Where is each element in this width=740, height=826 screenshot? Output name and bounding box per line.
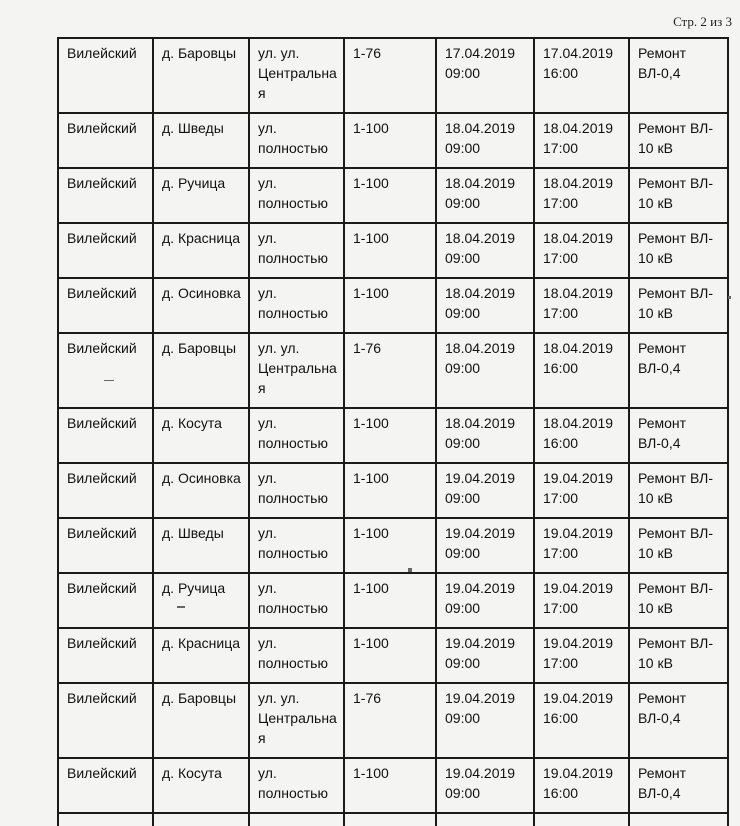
houses-cell: 1-76	[344, 333, 436, 408]
work-cell	[629, 168, 728, 223]
street-line: полностью	[258, 195, 328, 211]
work-line: ВЛ-0,4	[638, 65, 681, 81]
end-line: 19.04.2019	[543, 580, 614, 596]
start-line: 17.04.2019	[445, 45, 516, 61]
work-line: Ремонт ВЛ-	[638, 525, 713, 541]
houses-cell: 1-100	[344, 463, 436, 518]
end-line: 17:00	[543, 140, 579, 156]
start-cell	[436, 223, 534, 278]
work-line: Ремонт ВЛ-	[638, 285, 713, 301]
street-cell	[249, 628, 344, 683]
end-cell	[534, 628, 629, 683]
end-line: 17:00	[543, 195, 579, 211]
table-row	[58, 223, 728, 278]
street-line: полностью	[258, 545, 328, 561]
page-number: Стр. 2 из 3	[673, 14, 732, 29]
start-cell	[436, 38, 534, 113]
work-cell	[629, 113, 728, 168]
scan-speck	[408, 568, 412, 572]
street-line: ул.	[258, 285, 277, 301]
street-line: ул.	[258, 230, 277, 246]
street-line: ул. ул.	[258, 690, 300, 706]
village-cell: д. Баровцы	[153, 333, 249, 408]
village-cell: д. Красница	[153, 628, 249, 683]
work-cell	[629, 518, 728, 573]
work-line: 10 кВ	[638, 140, 673, 156]
street-line: ул. ул.	[258, 45, 300, 61]
street-line: полностью	[258, 655, 328, 671]
village-cell: д. Баровцы	[153, 683, 249, 758]
work-cell	[629, 463, 728, 518]
houses-cell: 1-100	[344, 113, 436, 168]
end-cell	[534, 113, 629, 168]
street-line: полностью	[258, 305, 328, 321]
table-body	[58, 38, 728, 826]
village-cell: д. Осиновка	[153, 463, 249, 518]
district-cell: Вилейский	[58, 223, 153, 278]
work-cell	[629, 223, 728, 278]
start-cell	[436, 758, 534, 813]
end-cell	[534, 463, 629, 518]
table-row	[58, 518, 728, 573]
end-cell	[534, 518, 629, 573]
street-cell	[249, 518, 344, 573]
start-line: 18.04.2019	[445, 285, 516, 301]
end-line: 18.04.2019	[543, 285, 614, 301]
village-cell: д. Ручица	[153, 168, 249, 223]
work-line: 10 кВ	[638, 490, 673, 506]
houses-cell: 1-100	[344, 573, 436, 628]
district-cell: Вилейский	[58, 408, 153, 463]
work-line: ВЛ-0,4	[638, 785, 681, 801]
work-line: Ремонт	[638, 45, 687, 61]
village-cell: д. Косута	[153, 408, 249, 463]
street-line: я	[258, 730, 266, 746]
start-line: 18.04.2019	[445, 120, 516, 136]
work-line: Ремонт ВЛ-	[638, 470, 713, 486]
table-row	[58, 628, 728, 683]
end-line: 19.04.2019	[543, 525, 614, 541]
start-line: 19.04.2019	[445, 765, 516, 781]
street-line: полностью	[258, 435, 328, 451]
houses-cell: 1-100	[344, 168, 436, 223]
start-cell	[436, 113, 534, 168]
street-cell	[249, 223, 344, 278]
street-cell	[249, 168, 344, 223]
street-line: полностью	[258, 140, 328, 156]
street-line: ул.	[258, 120, 277, 136]
start-line: 19.04.2019	[445, 525, 516, 541]
end-line: 16:00	[543, 785, 579, 801]
start-line: 18.04.2019	[445, 175, 516, 191]
work-line: Ремонт ВЛ-	[638, 230, 713, 246]
end-line: 19.04.2019	[543, 635, 614, 651]
district-cell: Вилейский	[58, 278, 153, 333]
street-line: ул.	[258, 765, 277, 781]
table-row	[58, 573, 728, 628]
houses-cell: 1-76	[344, 38, 436, 113]
start-line: 09:00	[445, 250, 481, 266]
street-line: полностью	[258, 250, 328, 266]
start-cell	[436, 573, 534, 628]
work-line: Ремонт	[638, 690, 687, 706]
start-cell	[436, 168, 534, 223]
start-line: 09:00	[445, 435, 481, 451]
empty-cell	[534, 813, 629, 826]
street-cell	[249, 463, 344, 518]
work-line: ВЛ-0,4	[638, 710, 681, 726]
table-row	[58, 278, 728, 333]
district-cell: Вилейский	[58, 38, 153, 113]
village-cell: д. Косута	[153, 758, 249, 813]
end-cell	[534, 278, 629, 333]
street-line: ул.	[258, 415, 277, 431]
start-cell	[436, 408, 534, 463]
street-line: ул. ул.	[258, 340, 300, 356]
work-line: 10 кВ	[638, 655, 673, 671]
end-line: 18.04.2019	[543, 415, 614, 431]
work-line: Ремонт ВЛ-	[638, 175, 713, 191]
street-line: Центральна	[258, 360, 337, 376]
work-line: 10 кВ	[638, 250, 673, 266]
empty-cell	[629, 813, 728, 826]
start-line: 09:00	[445, 600, 481, 616]
table-row	[58, 333, 728, 408]
table-row	[58, 113, 728, 168]
start-line: 18.04.2019	[445, 415, 516, 431]
end-line: 16:00	[543, 65, 579, 81]
work-line: 10 кВ	[638, 545, 673, 561]
street-cell	[249, 408, 344, 463]
street-line: я	[258, 85, 266, 101]
end-line: 18.04.2019	[543, 230, 614, 246]
district-cell: Вилейский	[58, 683, 153, 758]
street-line: Центральна	[258, 710, 337, 726]
end-line: 17:00	[543, 250, 579, 266]
houses-cell: 1-76	[344, 683, 436, 758]
street-line: я	[258, 380, 266, 396]
street-cell	[249, 38, 344, 113]
start-cell	[436, 278, 534, 333]
start-line: 09:00	[445, 360, 481, 376]
scan-speck	[177, 606, 185, 608]
village-cell: д. Ручица	[153, 573, 249, 628]
houses-cell: 1-100	[344, 758, 436, 813]
end-line: 17:00	[543, 545, 579, 561]
start-line: 18.04.2019	[445, 340, 516, 356]
street-line: полностью	[258, 490, 328, 506]
street-line: Центральна	[258, 65, 337, 81]
start-line: 09:00	[445, 65, 481, 81]
work-cell	[629, 573, 728, 628]
work-line: 10 кВ	[638, 195, 673, 211]
start-line: 09:00	[445, 710, 481, 726]
empty-cell	[436, 813, 534, 826]
village-cell: д. Баровцы	[153, 38, 249, 113]
street-line: ул.	[258, 525, 277, 541]
street-line: ул.	[258, 635, 277, 651]
end-cell	[534, 168, 629, 223]
houses-cell: 1-100	[344, 628, 436, 683]
work-line: 10 кВ	[638, 305, 673, 321]
start-line: 09:00	[445, 305, 481, 321]
village-cell: д. Красница	[153, 223, 249, 278]
end-line: 17:00	[543, 490, 579, 506]
table-row	[58, 758, 728, 813]
table-row	[58, 683, 728, 758]
empty-cell	[58, 813, 153, 826]
end-line: 18.04.2019	[543, 340, 614, 356]
empty-cell	[153, 813, 249, 826]
work-cell	[629, 278, 728, 333]
empty-cell	[249, 813, 344, 826]
start-cell	[436, 628, 534, 683]
outage-schedule-table	[57, 37, 729, 826]
district-cell: Вилейский	[58, 573, 153, 628]
village-cell: д. Осиновка	[153, 278, 249, 333]
end-line: 19.04.2019	[543, 690, 614, 706]
houses-cell: 1-100	[344, 408, 436, 463]
end-line: 17:00	[543, 655, 579, 671]
start-line: 09:00	[445, 785, 481, 801]
start-line: 18.04.2019	[445, 230, 516, 246]
table-row	[58, 408, 728, 463]
houses-cell: 1-100	[344, 278, 436, 333]
village-cell: д. Шведы	[153, 518, 249, 573]
start-cell	[436, 518, 534, 573]
street-line: ул.	[258, 470, 277, 486]
start-cell	[436, 463, 534, 518]
work-line: Ремонт ВЛ-	[638, 580, 713, 596]
street-line: полностью	[258, 785, 328, 801]
end-line: 16:00	[543, 710, 579, 726]
table-row-continuation	[58, 813, 728, 826]
table-row	[58, 463, 728, 518]
start-line: 09:00	[445, 655, 481, 671]
table-row	[58, 38, 728, 113]
end-cell	[534, 223, 629, 278]
end-cell	[534, 683, 629, 758]
end-line: 17:00	[543, 305, 579, 321]
work-cell	[629, 333, 728, 408]
work-line: 10 кВ	[638, 600, 673, 616]
district-cell: Вилейский	[58, 113, 153, 168]
end-line: 17:00	[543, 600, 579, 616]
start-line: 09:00	[445, 545, 481, 561]
table-row	[58, 168, 728, 223]
houses-cell: 1-100	[344, 518, 436, 573]
start-line: 09:00	[445, 195, 481, 211]
district-cell: Вилейский	[58, 463, 153, 518]
street-line: ул.	[258, 175, 277, 191]
end-cell	[534, 408, 629, 463]
end-line: 17.04.2019	[543, 45, 614, 61]
street-line: ул.	[258, 580, 277, 596]
work-line: ВЛ-0,4	[638, 435, 681, 451]
end-cell	[534, 38, 629, 113]
end-line: 18.04.2019	[543, 120, 614, 136]
work-line: Ремонт ВЛ-	[638, 120, 713, 136]
end-line: 18.04.2019	[543, 175, 614, 191]
start-cell	[436, 333, 534, 408]
end-cell	[534, 333, 629, 408]
work-cell	[629, 628, 728, 683]
work-line: Ремонт	[638, 415, 687, 431]
work-cell	[629, 758, 728, 813]
work-cell	[629, 38, 728, 113]
district-cell: Вилейский	[58, 518, 153, 573]
end-line: 19.04.2019	[543, 470, 614, 486]
work-line: Ремонт	[638, 765, 687, 781]
work-line: ВЛ-0,4	[638, 360, 681, 376]
district-cell: Вилейский	[58, 333, 153, 408]
street-cell	[249, 278, 344, 333]
street-cell	[249, 573, 344, 628]
start-cell	[436, 683, 534, 758]
end-line: 19.04.2019	[543, 765, 614, 781]
work-line: Ремонт	[638, 340, 687, 356]
start-line: 09:00	[445, 140, 481, 156]
start-line: 19.04.2019	[445, 580, 516, 596]
scan-speck	[104, 380, 114, 381]
street-cell	[249, 113, 344, 168]
street-cell	[249, 333, 344, 408]
end-cell	[534, 573, 629, 628]
work-line: Ремонт ВЛ-	[638, 635, 713, 651]
street-cell	[249, 683, 344, 758]
district-cell: Вилейский	[58, 628, 153, 683]
start-line: 19.04.2019	[445, 690, 516, 706]
work-cell	[629, 408, 728, 463]
street-line: полностью	[258, 600, 328, 616]
street-cell	[249, 758, 344, 813]
district-cell: Вилейский	[58, 758, 153, 813]
start-line: 19.04.2019	[445, 470, 516, 486]
houses-cell: 1-100	[344, 223, 436, 278]
start-line: 09:00	[445, 490, 481, 506]
end-line: 16:00	[543, 360, 579, 376]
end-line: 16:00	[543, 435, 579, 451]
scan-speck	[728, 296, 731, 299]
end-cell	[534, 758, 629, 813]
district-cell: Вилейский	[58, 168, 153, 223]
village-cell: д. Шведы	[153, 113, 249, 168]
work-cell	[629, 683, 728, 758]
empty-cell	[344, 813, 436, 826]
start-line: 19.04.2019	[445, 635, 516, 651]
